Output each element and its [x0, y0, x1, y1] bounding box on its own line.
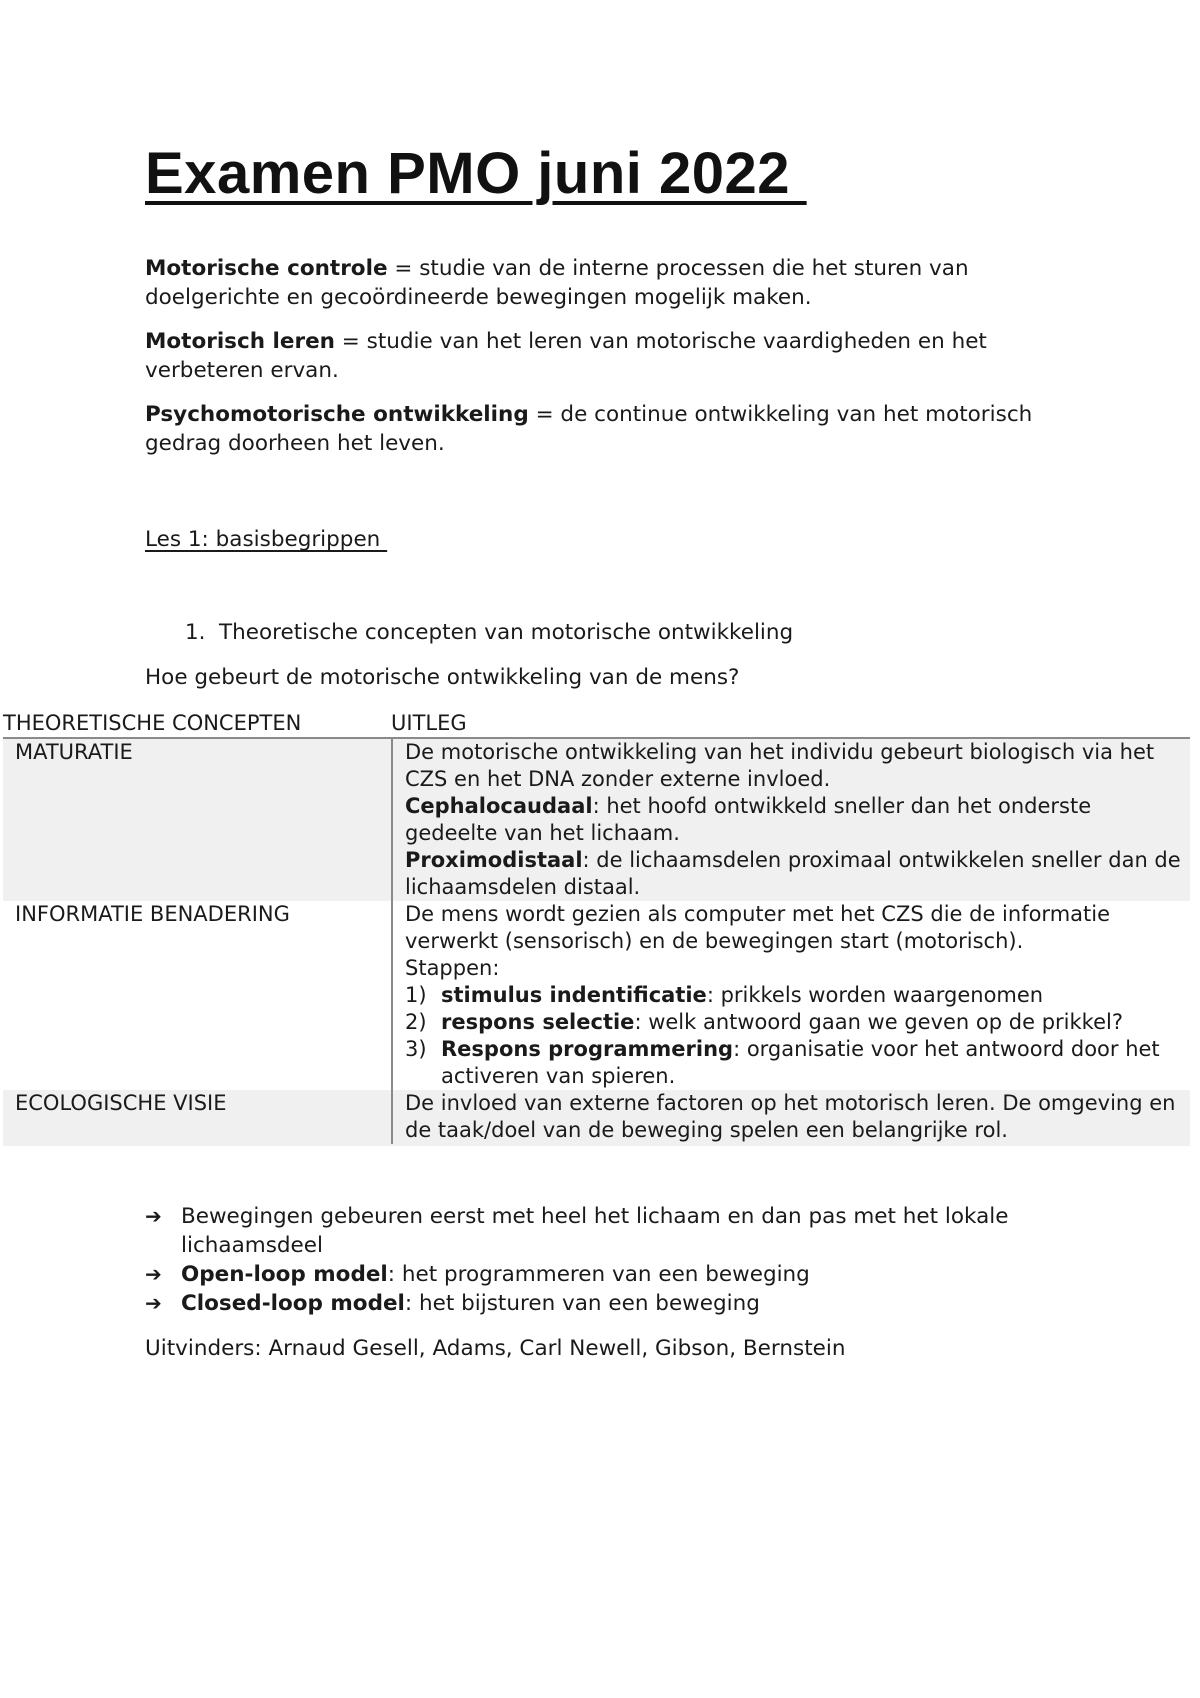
step-number: 3): [405, 1037, 427, 1061]
step-content: [441, 982, 1184, 1009]
bullet-text: Bewegingen gebeuren eerst met heel het lichaam en dan pas met het lokale lichaamsdeel: [181, 1204, 1009, 1258]
step-text: : organisatie voor het antwoord door het activeren van spieren.: [441, 1037, 1160, 1088]
step-item: [405, 1009, 1184, 1036]
explanation-cell: [391, 739, 1190, 901]
explanation-text: : de lichaamsdelen proximaal ontwikkelen sneller dan de lichaamsdelen distaal.: [405, 848, 1181, 899]
step-text: : welk antwoord gaan we geven op de prikkel?: [634, 1010, 1123, 1034]
bullet-content: [181, 1202, 1045, 1260]
definition-psychomotorische-ontwikkeling: [145, 400, 1045, 458]
explanation-term: Cephalocaudaal: [405, 794, 593, 818]
definition-term: Motorische controle: [145, 256, 388, 281]
table-row: [3, 1090, 1190, 1146]
arrow-right-icon: ➔: [145, 1204, 162, 1228]
table-row: [3, 739, 1190, 901]
step-term: stimulus indentificatie: [441, 983, 707, 1007]
definition-text: = studie van het leren van motorische vaardigheden en het verbeteren ervan.: [145, 329, 987, 383]
step-content: [441, 1036, 1184, 1090]
arrow-right-icon: ➔: [145, 1262, 162, 1286]
steps-label: Stappen:: [405, 956, 500, 980]
step-content: [441, 1009, 1184, 1036]
definition-motorisch-leren: [145, 327, 1045, 385]
bullet-text: : het bijsturen van een beweging: [404, 1291, 760, 1316]
explanation-term: Proximodistaal: [405, 848, 583, 872]
step-number: 1): [405, 983, 427, 1007]
step-item: [405, 982, 1184, 1009]
definition-term: Motorisch leren: [145, 329, 335, 354]
definition-text: = de continue ontwikkeling van het motorisch gedrag doorheen het leven.: [145, 402, 1033, 456]
definitions: [145, 254, 1045, 473]
section-heading: [185, 620, 793, 645]
bullet-item: [145, 1289, 1045, 1318]
explanation-line: [405, 793, 1184, 847]
concept-cell: ECOLOGISCHE VISIE: [15, 1091, 227, 1115]
inventors-line: Uitvinders: Arnaud Gesell, Adams, Carl Newell, Gibson, Bernstein: [145, 1336, 846, 1361]
section-title: Theoretische concepten van motorische ontwikkeling: [219, 620, 794, 645]
bullet-item: [145, 1202, 1045, 1260]
bullet-term: Open-loop model: [181, 1262, 388, 1287]
table-row: [3, 901, 1190, 1090]
bullet-text: : het programmeren van een beweging: [387, 1262, 810, 1287]
explanation-text: : het hoofd ontwikkeld sneller dan het onderste gedeelte van het lichaam.: [405, 794, 1092, 845]
bullet-list: [145, 1202, 1045, 1318]
bullet-term: Closed-loop model: [181, 1291, 405, 1316]
concept-cell: INFORMATIE BENADERING: [15, 902, 290, 926]
definition-motorische-controle: [145, 254, 1045, 312]
section-number: 1.: [185, 620, 206, 645]
step-text: : prikkels worden waargenomen: [706, 983, 1044, 1007]
bullet-content: [181, 1289, 760, 1318]
lesson-heading: Les 1: basisbegrippen: [145, 527, 388, 552]
explanation-intro: De mens wordt gezien als computer met het CZS die de informatie verwerkt (sensorisch) en de bewegingen start (motorisch).: [405, 902, 1111, 953]
explanation-cell: De invloed van externe factoren op het motorisch leren. De omgeving en de taak/doel van de beweging spelen een belangrijke rol.: [391, 1090, 1190, 1144]
table-header-row: [3, 708, 1190, 739]
page-title: Examen PMO juni 2022: [145, 141, 807, 206]
step-term: Respons programmering: [441, 1037, 734, 1061]
definition-term: Psychomotorische ontwikkeling: [145, 402, 529, 427]
table-header-concepten: THEORETISCHE CONCEPTEN: [3, 711, 302, 735]
explanation-intro: De motorische ontwikkeling van het individu gebeurt biologisch via het CZS en het DNA zonder externe invloed.: [405, 740, 1155, 791]
concepts-table: [3, 708, 1190, 1146]
step-item: [405, 1036, 1184, 1090]
arrow-right-icon: ➔: [145, 1291, 162, 1315]
table-header-uitleg: UITLEG: [391, 711, 467, 735]
definition-text: = studie van de interne processen die het sturen van doelgerichte en gecoördineerde bewegingen mogelijk maken.: [145, 256, 969, 310]
bullet-item: [145, 1260, 1045, 1289]
step-number: 2): [405, 1010, 427, 1034]
question-text: Hoe gebeurt de motorische ontwikkeling van de mens?: [145, 665, 740, 690]
concept-cell: MATURATIE: [15, 740, 133, 764]
step-term: respons selectie: [441, 1010, 635, 1034]
explanation-line: [405, 847, 1184, 901]
bullet-content: [181, 1260, 810, 1289]
explanation-cell: [391, 901, 1190, 1090]
